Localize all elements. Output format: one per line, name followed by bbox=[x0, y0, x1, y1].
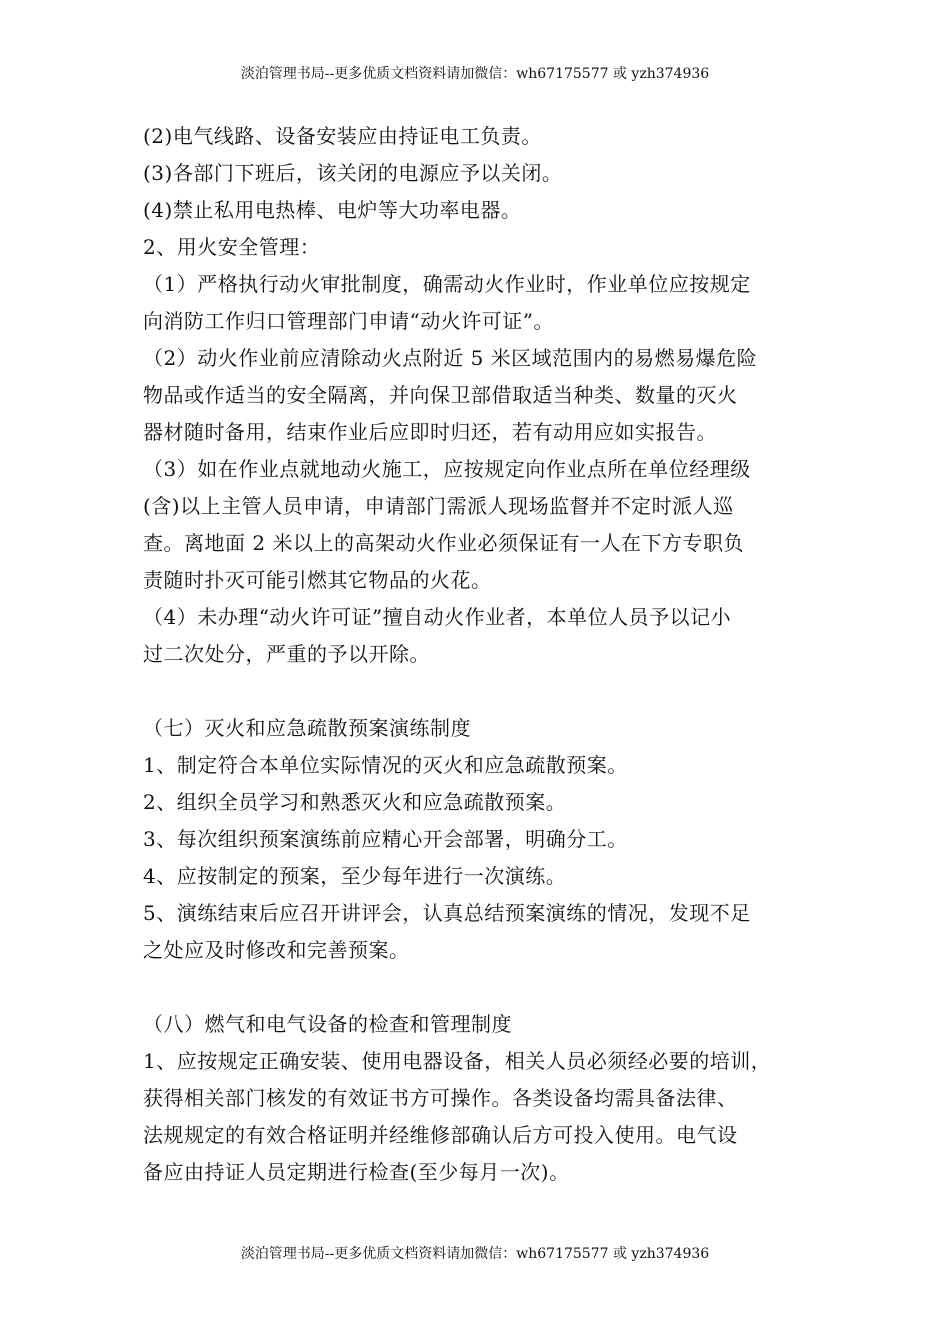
text-line: （4）未办理“动火许可证”擅自动火作业者，本单位人员予以记小 bbox=[143, 605, 732, 629]
text-line: (3)各部门下班后，该关闭的电源应予以关闭。 bbox=[143, 161, 563, 185]
page-footer: 淡泊管理书局--更多优质文档资料请加微信：wh67175577 或 yzh374936 bbox=[240, 1246, 710, 1262]
text-line: （1）严格执行动火审批制度，确需动火作业时，作业单位应按规定 bbox=[143, 272, 751, 296]
text-line: 5、演练结束后应召开讲评会，认真总结预案演练的情况，发现不足 bbox=[143, 901, 751, 925]
page-header: 淡泊管理书局--更多优质文档资料请加微信：wh67175577 或 yzh374936 bbox=[240, 66, 710, 82]
text-line: (2)电气线路、设备安装应由持证电工负责。 bbox=[143, 124, 542, 148]
text-line: 1、应按规定正确安装、使用电器设备，相关人员必须经必要的培训， bbox=[143, 1049, 772, 1073]
text-line: 2、组织全员学习和熟悉灭火和应急疏散预案。 bbox=[143, 790, 567, 814]
text-line: (含)以上主管人员申请，申请部门需派人现场监督并不定时派人巡 bbox=[143, 494, 734, 518]
text-line: （3）如在作业点就地动火施工，应按规定向作业点所在单位经理级 bbox=[143, 457, 751, 481]
paragraph-gap bbox=[143, 673, 823, 710]
text-line: 查。离地面 2 米以上的高架动火作业必须保证有一人在下方专职负 bbox=[143, 531, 744, 555]
text-line: 器材随时备用，结束作业后应即时归还，若有动用应如实报告。 bbox=[143, 420, 717, 444]
section-heading: （七）灭火和应急疏散预案演练制度 bbox=[143, 716, 471, 740]
section-heading: 2、用火安全管理： bbox=[143, 235, 321, 259]
text-line: 向消防工作归口管理部门申请“动火许可证”。 bbox=[143, 309, 554, 333]
text-line: 过二次处分，严重的予以开除。 bbox=[143, 642, 430, 666]
text-line: （2）动火作业前应清除动火点附近 5 米区域范围内的易燃易爆危险 bbox=[143, 346, 758, 370]
text-line: 1、制定符合本单位实际情况的灭火和应急疏散预案。 bbox=[143, 753, 628, 777]
text-line: 责随时扑灭可能引燃其它物品的火花。 bbox=[143, 568, 492, 592]
text-line: 物品或作适当的安全隔离，并向保卫部借取适当种类、数量的灭火 bbox=[143, 383, 738, 407]
text-line: 3、每次组织预案演练前应精心开会部署，明确分工。 bbox=[143, 827, 628, 851]
text-line: 法规规定的有效合格证明并经维修部确认后方可投入使用。电气设 bbox=[143, 1123, 738, 1147]
section-heading: （八）燃气和电气设备的检查和管理制度 bbox=[143, 1012, 512, 1036]
text-line: (4)禁止私用电热棒、电炉等大功率电器。 bbox=[143, 198, 522, 222]
paragraph-gap bbox=[143, 969, 823, 1006]
text-line: 获得相关部门核发的有效证书方可操作。各类设备均需具备法律、 bbox=[143, 1086, 738, 1110]
document-body bbox=[143, 118, 823, 1191]
text-line: 4、应按制定的预案，至少每年进行一次演练。 bbox=[143, 864, 567, 888]
text-line: 之处应及时修改和完善预案。 bbox=[143, 938, 410, 962]
text-line: 备应由持证人员定期进行检查(至少每月一次)。 bbox=[143, 1160, 570, 1184]
